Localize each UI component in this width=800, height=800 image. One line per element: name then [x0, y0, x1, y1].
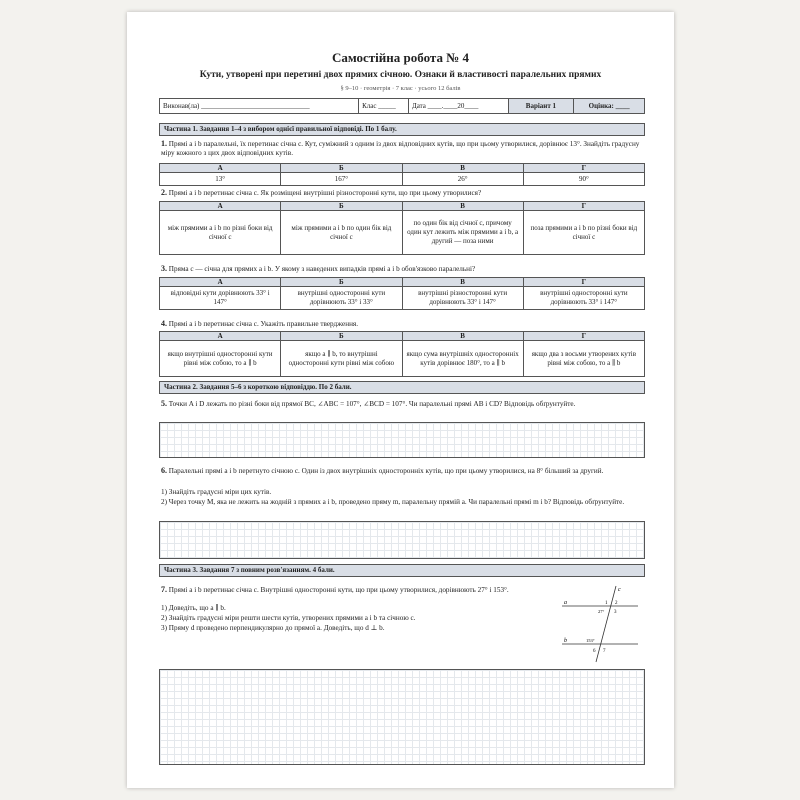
task-2-option-d[interactable]: поза прямими a і b по різні боки від січної c — [523, 211, 644, 255]
task-1-number: 1. — [161, 139, 167, 148]
task-7-question-3: 3) Пряму d проведено перпендикулярно до прямої a. Доведіть, що d ⊥ b. — [161, 624, 385, 632]
option-letter: Г — [523, 332, 644, 341]
student-name-field[interactable]: Виконав(ла) _______________________________ — [160, 99, 359, 113]
task-6-question-2: 2) Через точку M, яка не лежить на жодній з прямих a і b, проведено пряму m, паралельну прямій a. Чи паралельні прямі m і b? Відповідь обґрунтуйте. — [161, 498, 625, 506]
worksheet-page — [127, 12, 674, 788]
angle-7-label: 7 — [603, 649, 606, 654]
task-1-option-a[interactable]: 13° — [160, 173, 281, 186]
option-letter: Г — [523, 202, 644, 211]
task-2-option-c[interactable]: по один бік від січної c, причому один кут лежить між прямими a і b, а другий — поза ними — [402, 211, 523, 255]
page-subtitle: Кути, утворені при перетині двох прямих січною. Ознаки й властивості паралельних прямих — [199, 70, 602, 80]
task-7-text: Прямі a і b перетинає січна c. Внутрішні односторонні кути, що при цьому утворилися, дорівнюють 27° і 153°. — [168, 586, 509, 594]
task-1-options — [159, 163, 645, 186]
part-2-header: Частина 2. Завдання 5–6 з короткою відповіддю. По 2 бали. — [159, 381, 645, 394]
task-4-option-b[interactable]: якщо a ∥ b, то внутрішні односторонні кути рівні між собою — [281, 341, 402, 377]
option-letter: А — [160, 164, 281, 173]
task-2-option-b[interactable]: між прямими a і b по один бік від січної c — [281, 211, 402, 255]
task-1-option-c[interactable]: 26° — [402, 173, 523, 186]
task-3-option-c[interactable]: внутрішні різносторонні кути дорівнюють 33° і 147° — [402, 287, 523, 310]
task-5-text: Точки A і D лежать по різні боки від прямої BC, ∠ABC = 107°, ∠BCD = 107°. Чи паралельні прямі AB і CD? Відповідь обґрунтуйте. — [168, 400, 576, 408]
task-4-options — [159, 331, 645, 377]
label-c: c — [618, 587, 621, 593]
page-title: Самостійна робота № 4 — [331, 50, 470, 65]
line-c — [596, 586, 616, 662]
label-b: b — [564, 638, 567, 644]
task-5-number: 5. — [161, 399, 167, 408]
task-6-question-1: 1) Знайдіть градусні міри цих кутів. — [161, 488, 272, 496]
task-3-option-d[interactable]: внутрішні односторонні кути дорівнюють 33° і 147° — [523, 287, 644, 310]
task-3-text: Пряма c — січна для прямих a і b. У якому з наведених випадків прямі a і b обов'язково паралельні? — [168, 265, 476, 273]
class-field[interactable]: Клас _____ — [359, 99, 409, 113]
task-2-number: 2. — [161, 188, 167, 197]
task-2-option-a[interactable]: між прямими a і b по різні боки від січної c — [160, 211, 281, 255]
task-1-option-d[interactable]: 90° — [523, 173, 644, 186]
angle-1-label: 1 — [605, 601, 608, 606]
option-letter: Г — [523, 278, 644, 287]
task-2-options — [159, 201, 645, 255]
option-letter: В — [402, 164, 523, 173]
task-4-option-d[interactable]: якщо два з восьми утворених кутів рівні між собою, то a ∥ b — [523, 341, 644, 377]
task-3 — [161, 264, 647, 274]
task-6-text: Паралельні прямі a і b перетнуто січною c. Один із двох внутрішніх односторонніх кутів, що при цьому утворилися, на 8° більший за другий. — [168, 467, 604, 475]
task-3-option-a[interactable]: відповідні кути дорівнюють 33° і 147° — [160, 287, 281, 310]
task-5-answer-grid[interactable] — [159, 422, 645, 458]
task-3-number: 3. — [161, 264, 167, 273]
task-1-option-b[interactable]: 167° — [281, 173, 402, 186]
option-letter: А — [160, 278, 281, 287]
part-3-header: Частина 3. Завдання 7 з повним розв'язанням. 4 бали. — [159, 564, 645, 577]
task-5 — [161, 399, 647, 409]
task-4-option-c[interactable]: якщо сума внутрішніх односторонніх кутів дорівнює 180°, то a ∥ b — [402, 341, 523, 377]
task-1-text: Прямі a і b паралельні, їх перетинає січна c. Кут, суміжний з одним із двох відповідних кутів, що при цьому утворилися, дорівнює 13°. Знайдіть градусну міру кожного з цих двох відповідних кутів. — [161, 140, 640, 157]
task-7-question-1: 1) Доведіть, що a ∥ b. — [161, 604, 226, 612]
task-3-options — [159, 277, 645, 310]
task-7-number: 7. — [161, 585, 167, 594]
task-4-text: Прямі a і b перетинає січна c. Укажіть правильне твердження. — [168, 320, 359, 328]
task-6-answer-grid[interactable] — [159, 521, 645, 559]
option-letter: Г — [523, 164, 644, 173]
label-a: a — [564, 600, 567, 606]
angle-27-label: 27° — [598, 609, 605, 614]
task-7 — [161, 585, 561, 595]
angle-3-label: 3 — [614, 610, 617, 615]
task-1 — [161, 139, 647, 158]
date-field[interactable]: Дата ____.____20____ — [409, 99, 509, 113]
task-6-number: 6. — [161, 466, 167, 475]
option-letter: А — [160, 202, 281, 211]
task-7-question-2: 2) Знайдіть градусні міри решти шести кутів, утворених прямими a і b та січною c. — [161, 614, 416, 622]
grade-field: Оцінка: ____ — [574, 99, 644, 113]
task-4 — [161, 319, 647, 329]
task-4-option-a[interactable]: якщо внутрішні односторонні кути рівні між собою, то a ∥ b — [160, 341, 281, 377]
option-letter: А — [160, 332, 281, 341]
option-letter: Б — [281, 332, 402, 341]
option-letter: Б — [281, 164, 402, 173]
task-3-option-b[interactable]: внутрішні односторонні кути дорівнюють 33° і 33° — [281, 287, 402, 310]
option-letter: В — [402, 278, 523, 287]
option-letter: В — [402, 202, 523, 211]
angle-153-label: 153° — [586, 638, 595, 643]
option-letter: Б — [281, 202, 402, 211]
variant-label: Варіант 1 — [509, 99, 575, 113]
page-meta: § 9–10 · геометрія · 7 клас · усього 12 балів — [340, 85, 461, 92]
task-4-number: 4. — [161, 319, 167, 328]
angle-2-label: 2 — [615, 601, 618, 606]
option-letter: В — [402, 332, 523, 341]
angle-6-label: 6 — [593, 649, 596, 654]
task-2-text: Прямі a і b перетинає січна c. Як розміщені внутрішні різносторонні кути, що при цьому утворилися? — [168, 189, 482, 197]
part-1-header: Частина 1. Завдання 1–4 з вибором однієї правильної відповіді. По 1 балу. — [159, 123, 645, 136]
option-letter: Б — [281, 278, 402, 287]
task-7-answer-grid[interactable] — [159, 669, 645, 765]
task-6 — [161, 466, 647, 476]
task-2 — [161, 188, 647, 198]
student-info-row — [159, 98, 645, 114]
transversal-figure — [560, 584, 640, 664]
